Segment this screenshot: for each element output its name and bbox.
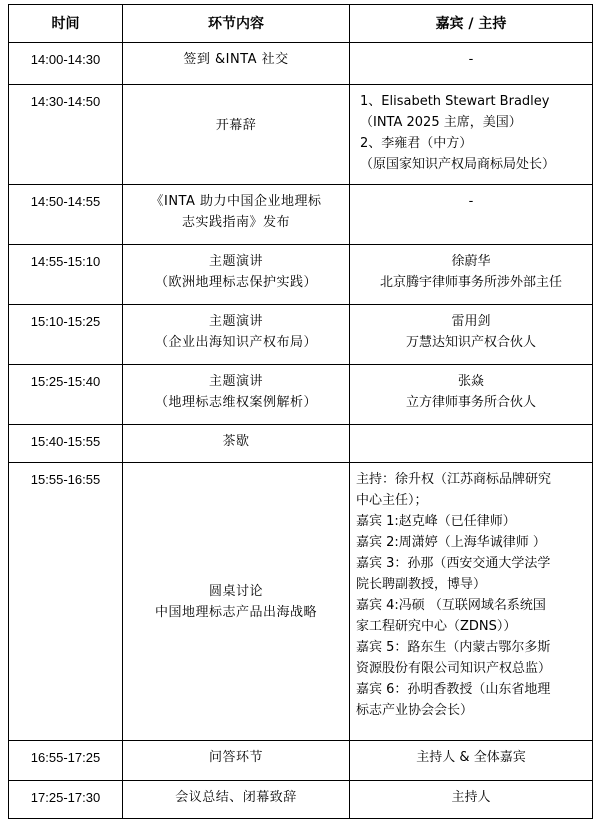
content-line: 茶歇 [222,434,250,449]
table-row [9,781,593,819]
guest-line: 院长聘副教授，博导） [356,577,487,592]
guest-line: 主持人 & 全体嘉宾 [416,750,526,765]
guest-line: 家工程研究中心（ZDNS）） [356,619,517,634]
guest-cell [350,463,593,741]
time-cell: 17:25-17:30 [9,781,123,819]
guest-cell [350,741,593,781]
guest-line: 嘉宾 5：路东生（内蒙古鄂尔多斯 [356,640,551,655]
guest-cell [350,43,593,85]
guest-cell [350,425,593,463]
content-line: （企业出海知识产权布局） [154,335,317,350]
content-cell [123,305,350,365]
content-cell [123,185,350,245]
guest-line: 主持人 [451,790,491,805]
header-row [9,5,593,43]
guest-cell [350,305,593,365]
guest-line: 万慧达知识产权合伙人 [405,335,536,350]
header-content: 环节内容 [123,5,350,43]
content-line: 会议总结、闭幕致辞 [175,790,297,805]
table-row [9,365,593,425]
guest-line: 嘉宾 6：孙明香教授（山东省地理 [356,682,551,697]
guest-cell [350,245,593,305]
content-cell [123,463,350,741]
guest-line: 嘉宾 1:赵克峰（已任律师） [356,514,516,529]
header-guest: 嘉宾 / 主持 [350,5,593,43]
content-line: 问答环节 [208,750,263,765]
guest-line: 北京腾宇律师事务所涉外部主任 [379,275,562,290]
guest-line: （INTA 2025 主席，美国） [360,115,522,130]
time-cell: 14:50-14:55 [9,185,123,245]
guest-line: 1、Elisabeth Stewart Bradley [360,94,550,109]
guest-line: 张焱 [457,374,484,389]
table-row [9,741,593,781]
content-line: 圆桌讨论 [208,583,263,599]
content-line: （欧洲地理标志保护实践） [154,275,317,290]
table-row [9,463,593,741]
table-row [9,43,593,85]
content-cell [123,425,350,463]
time-cell: 14:30-14:50 [9,85,123,185]
guest-cell [350,85,593,185]
guest-line: - [468,194,474,209]
content-cell [123,781,350,819]
content-line: 《INTA 助力中国企业地理标 [150,194,322,209]
table-row [9,185,593,245]
guest-cell [350,365,593,425]
time-cell: 14:55-15:10 [9,245,123,305]
content-line: 签到 &INTA 社交 [183,52,289,67]
guest-line: 中心主任）； [356,493,428,508]
content-cell [123,365,350,425]
guest-line: 标志产业协会会长） [356,703,474,718]
content-line: 主题演讲 [208,374,263,389]
agenda-table [8,4,593,819]
guest-line: 2、李雍君（中方） [360,136,473,151]
guest-line: 徐蔚华 [451,254,491,269]
time-cell: 15:55-16:55 [9,463,123,741]
table-row [9,85,593,185]
content-cell [123,741,350,781]
header-time: 时间 [9,5,123,43]
time-cell: 15:25-15:40 [9,365,123,425]
time-cell: 15:40-15:55 [9,425,123,463]
time-cell: 14:00-14:30 [9,43,123,85]
guest-cell [350,781,593,819]
guest-line: 嘉宾 2:周潇婷（上海华诚律师 ） [356,535,546,550]
guest-line: 嘉宾 3：孙那（西安交通大学法学 [356,556,551,571]
guest-line: - [468,52,474,67]
guest-cell [350,185,593,245]
guest-line: 立方律师事务所合伙人 [405,395,536,410]
table-row [9,245,593,305]
guest-line: （原国家知识产权局商标局处长） [360,157,556,172]
guest-line: 主持：徐升权（江苏商标品牌研究 [356,472,552,487]
guest-line: 嘉宾 4:冯硕 （互联网域名系统国 [356,598,546,613]
guest-line: 雷用剑 [451,314,491,329]
content-line: 志实践指南》发布 [181,215,290,230]
time-cell: 16:55-17:25 [9,741,123,781]
content-line: （地理标志维权案例解析） [154,395,317,410]
content-cell [123,43,350,85]
table-row [9,425,593,463]
content-cell [123,245,350,305]
content-cell [123,85,350,185]
content-line: 开幕辞 [215,118,257,133]
content-line: 中国地理标志产品出海战略 [154,604,317,620]
guest-line: 资源股份有限公司知识产权总监） [356,661,552,676]
table-row [9,305,593,365]
content-line: 主题演讲 [208,254,263,269]
time-cell: 15:10-15:25 [9,305,123,365]
content-line: 主题演讲 [208,314,263,329]
